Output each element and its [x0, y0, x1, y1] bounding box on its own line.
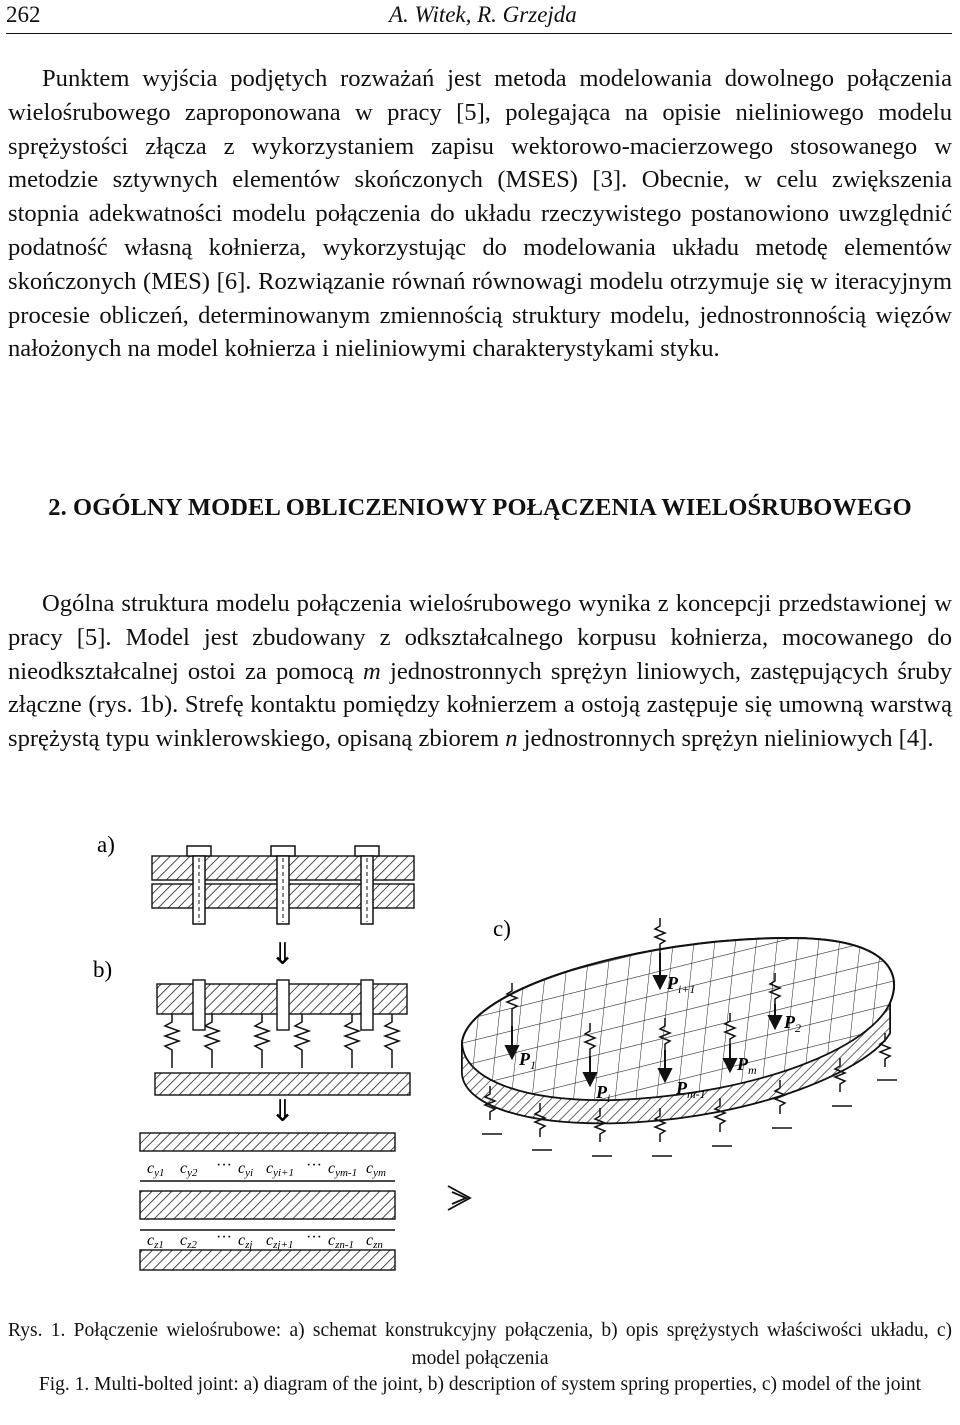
ellipsis: ··· [216, 1229, 232, 1246]
paragraph-model [8, 587, 952, 756]
spring-label-cy2: cy2 [180, 1160, 198, 1179]
running-header [6, 2, 952, 30]
spring-label-cym1: cym-1 [328, 1160, 358, 1179]
force-label-pi1: $P_{i+1}$ [667, 973, 696, 996]
paragraph-model-part2: jednostronnych sprężyn liniowych, zastępujących śruby złączne (rys. 1b). Strefę kontaktu pomiędzy kołnierzem a ostoją zastępuje się umowną warstwą sprężystą typu winklerowskiego, opisaną zbiorem [8, 657, 952, 753]
force-label-pm1: $P_{m-1}$ [676, 1078, 706, 1101]
ellipsis: ··· [306, 1157, 322, 1174]
header-rule [6, 33, 952, 34]
spring-label-cy1: cy1 [147, 1160, 165, 1179]
page-number: 262 [6, 2, 41, 27]
symbol-m: m [363, 657, 381, 685]
ellipsis: ··· [216, 1157, 232, 1174]
coordinate-axes-icon [448, 1186, 470, 1210]
arrow-down-icon: ⇓ [270, 1094, 296, 1129]
paragraph-intro: Punktem wyjścia podjętych rozważań jest metoda modelowania dowolnego połączenia wielośrubowego zaproponowana w pracy [5], polegająca na opisie nieliniowego modelu sprężystości złącza z wykorzystaniem zapisu wektorowo-macierzowego stosowanego w metodzie sztywnych elementów skończonych (MSES) [3]. Obecnie, w celu zwiększenia stopnia adekwatności modelu połączenia do układu rzeczywistego postanowiono uwzględnić podatność własną kołnierza, wykorzystując do modelowania układu metodę elementów skończonych (MES) [6]. Rozwiązanie równań równowagi modelu otrzymuje się w iteracyjnym procesie obliczeń, determinowanym zmiennością struktury modelu, jednostronnością więzów nałożonych na model kołnierza i nieliniowymi charakterystykami styku. [8, 65, 952, 363]
label-a: a) [97, 832, 115, 857]
paragraph-model-part3: jednostronnych sprężyn nieliniowych [4]. [517, 725, 934, 753]
force-label-p1: $P_1$ [519, 1049, 536, 1072]
contact-spring-labels [147, 1229, 383, 1251]
spring-label-czn1: czn-1 [328, 1232, 355, 1251]
figure-caption-english: Fig. 1. Multi-bolted joint: a) diagram of the joint, b) description of system spring properties, c) model of the joint [38, 1374, 922, 1395]
spring-label-cym: cym [366, 1160, 386, 1179]
spring-label-cz2: cz2 [180, 1232, 197, 1251]
panel-b-spring-model [140, 1133, 395, 1270]
ellipsis: ··· [306, 1229, 322, 1246]
spring-label-cyi: cyi [238, 1160, 254, 1179]
figure-caption-polish: Rys. 1. Połączenie wielośrubowe: a) schemat konstrukcyjny połączenia, b) opis sprężystych właściwości układu, c) model połączenia [8, 1320, 952, 1369]
symbol-n: n [505, 725, 518, 753]
panel-b-flange [155, 980, 410, 1095]
force-label-p2: $P_2$ [784, 1012, 801, 1035]
spring-label-czj1: czj+1 [266, 1232, 294, 1251]
force-label-pi: $P_i$ [596, 1082, 611, 1105]
figure-1 [0, 818, 960, 1288]
running-authors: A. Witek, R. Grzejda [389, 2, 577, 27]
spring-label-czn: czn [366, 1232, 383, 1251]
spring-label-czj: czj [238, 1232, 253, 1251]
arrow-down-icon: ⇓ [270, 937, 296, 972]
panel-c-fem-model [462, 918, 897, 1156]
label-b: b) [93, 957, 113, 982]
bolt-spring-labels [147, 1157, 386, 1179]
panel-a-joint [152, 846, 414, 924]
section-heading: 2. OGÓLNY MODEL OBLICZENIOWY POŁĄCZENIA WIELOŚRUBOWEGO [48, 494, 912, 521]
spring-label-cyi1: cyi+1 [266, 1160, 294, 1179]
spring-label-cz1: cz1 [147, 1232, 164, 1251]
force-label-pm: $P_m$ [737, 1054, 757, 1077]
paragraph-model-part1: Ogólna struktura modelu połączenia wielośrubowego wynika z koncepcji przedstawionej w pracy [5]. Model jest zbudowany z odkształcalnego korpusu kołnierza, mocowanego do nieodkształcalnej ostoi za pomocą [8, 590, 952, 685]
label-c: c) [493, 916, 511, 941]
